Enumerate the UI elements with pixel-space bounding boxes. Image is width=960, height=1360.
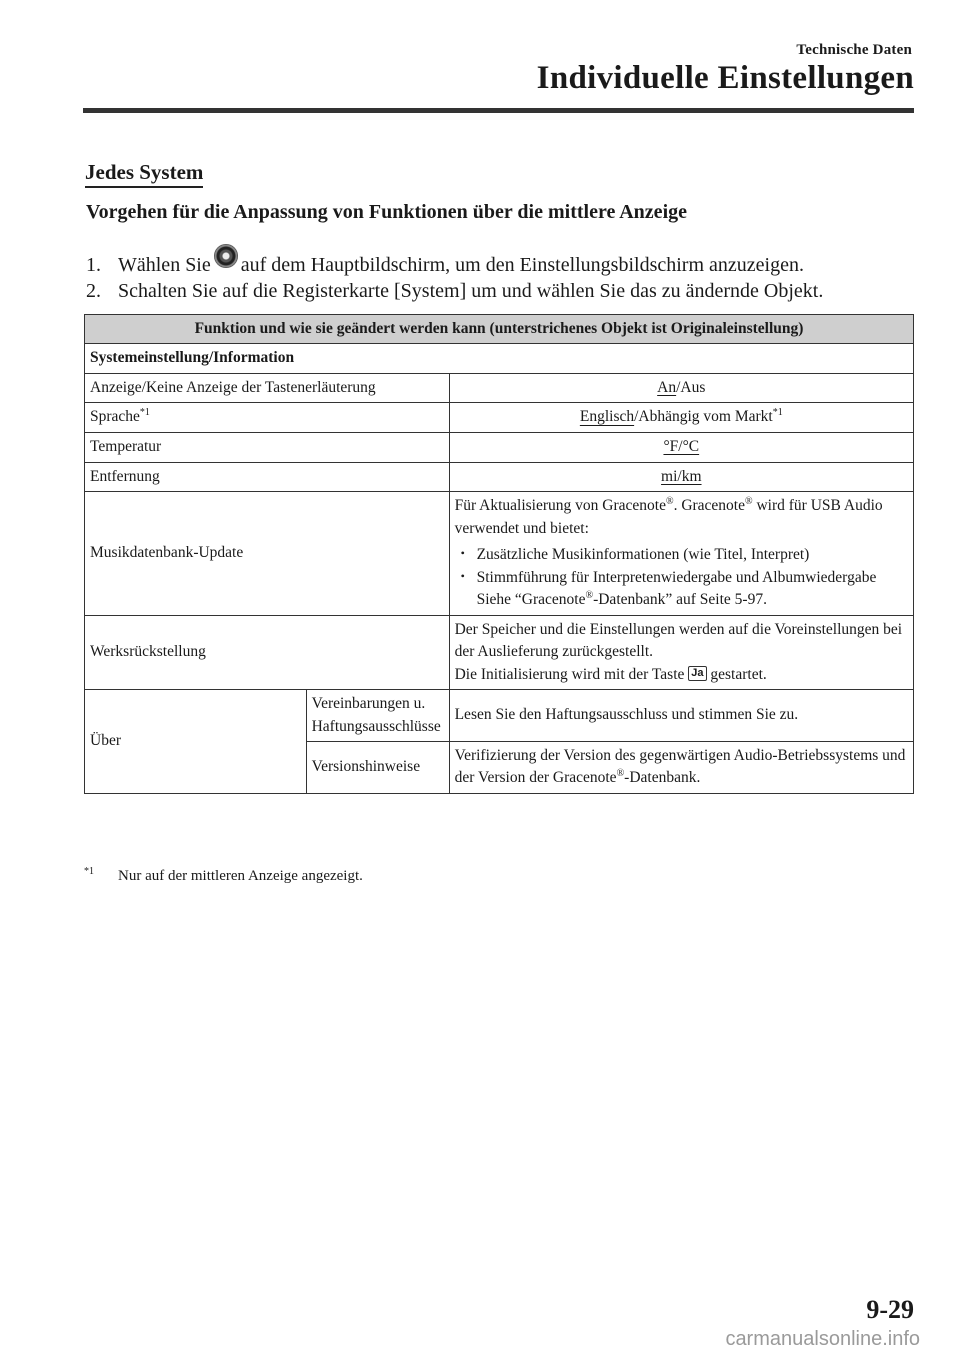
list-item: • Stimmführung für Interpretenwiedergabe und Albumwiedergabe: [455, 567, 908, 589]
other-option: /Abhängig vom Markt: [634, 408, 773, 426]
row-value: [449, 741, 913, 793]
row-label: Entfernung: [85, 462, 450, 491]
footnote-ref: *1: [139, 407, 150, 419]
header-divider: [83, 108, 914, 113]
watermark: carmanualsonline.info: [725, 1328, 920, 1350]
werks-line-2: [455, 664, 908, 686]
row-label: Werksrückstellung: [85, 615, 450, 689]
table-row: [85, 433, 914, 462]
page-reference: [455, 589, 908, 612]
row-label: Musikdatenbank-Update: [85, 491, 450, 615]
step-2: [86, 280, 823, 303]
options: °F/°C: [663, 438, 700, 456]
settings-gear-icon: [214, 244, 238, 268]
music-intro: [455, 495, 908, 540]
table-header: Funktion und wie sie geändert werden kann (unterstrichenes Objekt ist Originaleinstellung): [85, 315, 914, 344]
table-row: [85, 491, 914, 615]
version-b: -Datenbank.: [624, 769, 701, 787]
table-row: [85, 462, 914, 491]
werks-line-2a: Die Initialisierung wird mit der Taste: [454, 665, 685, 683]
page-number: 9-29: [866, 1295, 914, 1324]
row-value: [449, 491, 913, 615]
step-1-number: 1.: [86, 254, 101, 276]
row-value: [449, 433, 913, 462]
row-label: Temperatur: [85, 433, 450, 462]
footnote-ref: *1: [772, 407, 783, 419]
procedure-title: Vorgehen für die Anpassung von Funktionen über die mittlere Anzeige: [86, 201, 687, 223]
footnote-text: Nur auf der mittleren Anzeige angezeigt.: [118, 868, 363, 884]
header-chapter: Technische Daten: [796, 42, 912, 58]
table-row: [85, 615, 914, 689]
step-2-text: Schalten Sie auf die Registerkarte [System] um und wählen Sie das zu ändernde Objekt.: [118, 280, 824, 302]
werks-line-2b: gestartet.: [710, 665, 767, 683]
table-row: [85, 690, 914, 742]
row-value: [449, 403, 913, 433]
registered-mark: ®: [616, 768, 625, 780]
step-1-text-b: auf dem Hauptbildschirm, um den Einstellungsbildschirm anzuzeigen.: [240, 254, 804, 276]
row-value: Lesen Sie den Haftungsausschluss und stimmen Sie zu.: [449, 690, 913, 742]
row-label: [85, 403, 450, 433]
step-1-text-a: Wählen Sie: [118, 254, 211, 276]
row-value: [449, 462, 913, 491]
footnote: [84, 866, 363, 885]
music-features: [455, 544, 908, 589]
music-intro-c: wird für USB Audio verwendet und bietet:: [454, 497, 883, 537]
sub-row-label: Vereinbarungen u. Haftungsausschlüsse: [306, 690, 449, 742]
row-value: [449, 615, 913, 689]
step-2-number: 2.: [86, 280, 101, 302]
options: mi/km: [661, 467, 702, 485]
footnote-mark: *1: [84, 866, 94, 877]
table-subheader: Systemeinstellung/Information: [85, 344, 914, 373]
row-value: [449, 373, 913, 402]
registered-mark: ®: [665, 495, 674, 507]
row-label: Anzeige/Keine Anzeige der Tastenerläuterung: [85, 373, 450, 402]
ref-b: -Datenbank” auf Seite 5-97.: [593, 591, 767, 609]
table-row: [85, 373, 914, 402]
ja-key-icon: Ja: [688, 666, 706, 681]
settings-table: [84, 314, 914, 794]
music-intro-b: . Gracenote: [673, 497, 745, 515]
ref-a: Siehe “Gracenote: [476, 591, 586, 609]
werks-line-1: Der Speicher und die Einstellungen werden auf die Voreinstellungen bei der Auslieferung zurückgestellt.: [454, 620, 903, 661]
page-title: Individuelle Einstellungen: [536, 60, 914, 96]
table-row: [85, 403, 914, 433]
registered-mark: ®: [585, 590, 594, 601]
list-item: • Zusätzliche Musikinformationen (wie Titel, Interpret): [455, 544, 908, 566]
registered-mark: ®: [745, 495, 753, 507]
row-label: Über: [85, 690, 307, 794]
default-option: An: [657, 378, 677, 396]
sub-row-label: Versionshinweise: [306, 741, 449, 793]
step-1: [86, 250, 804, 277]
other-option: /Aus: [676, 378, 706, 396]
version-a: Verifizierung der Version des gegenwärtigen Audio-Betriebssystems und der Version der Gracenote: [454, 746, 906, 787]
section-title: Jedes System: [85, 160, 203, 188]
row-label-text: Sprache: [90, 408, 140, 426]
default-option: Englisch: [579, 408, 635, 426]
music-intro-a: Für Aktualisierung von Gracenote: [454, 497, 666, 515]
